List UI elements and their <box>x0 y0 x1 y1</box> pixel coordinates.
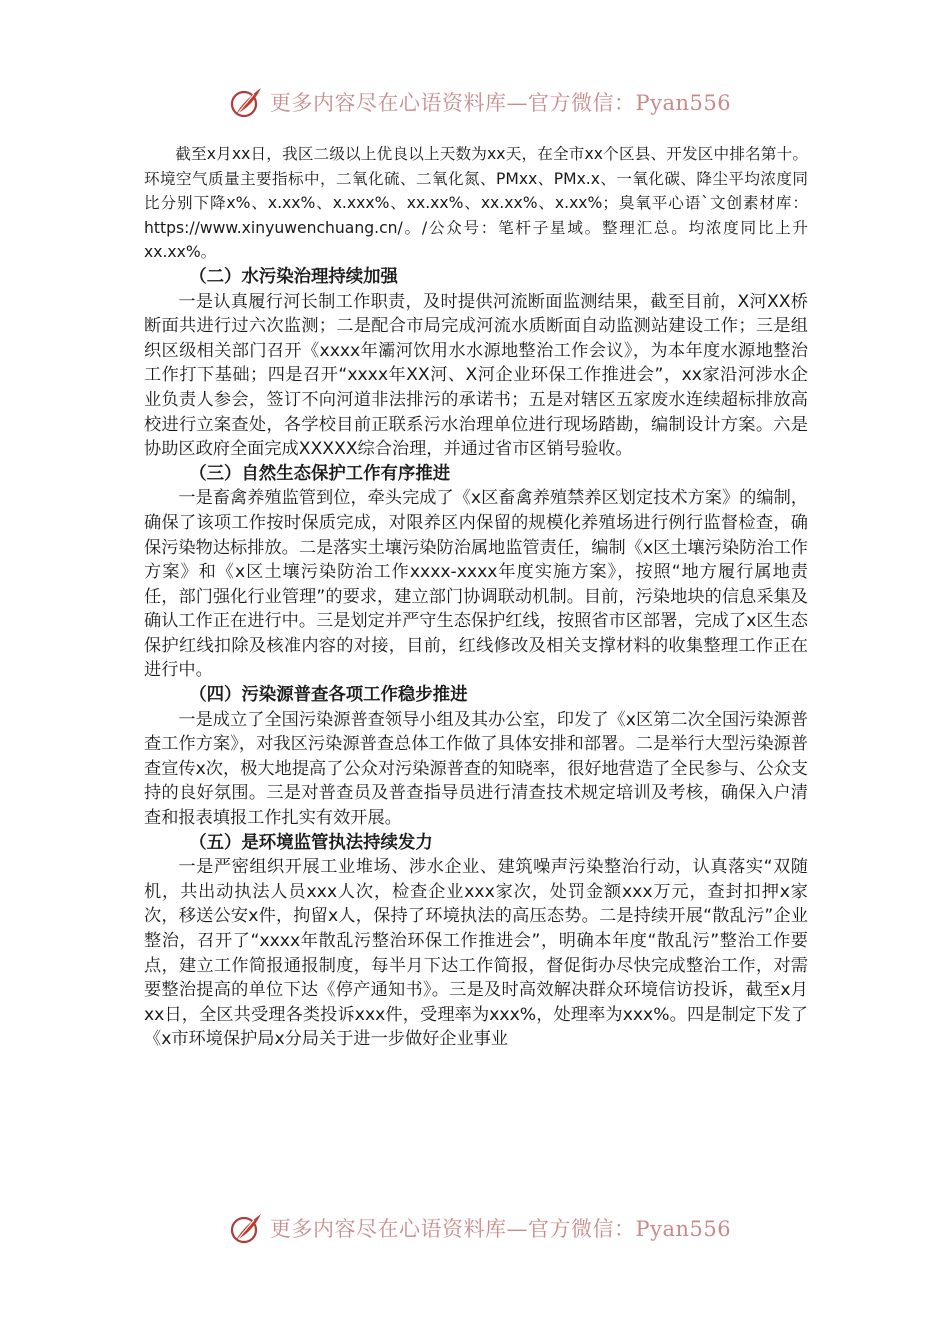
watermark-text: 更多内容尽在心语资料库—官方微信：Pyan556 <box>270 91 732 115</box>
footer-watermark-banner <box>228 1206 731 1250</box>
watermark-text: 更多内容尽在心语资料库—官方微信：Pyan556 <box>270 1217 732 1241</box>
section-heading-census: （四）污染源普查各项工作稳步推进 <box>189 685 468 706</box>
feather-pen-logo-icon <box>228 84 264 120</box>
air-quality-paragraph: 截至x月xx日，我区二级以上优良以上天数为xx天，在全市xx个区县、开发区中排名第十。环境空气质量主要指标中，二氧化硫、二氧化氮、PMxx、PMx.x、一氧化碳、降尘平均浓度同比分别下降x%、x.xx%、x.xxx%、xx.xx%、xx.xx%、x.xx%；臭氧平心语`文创素材库：https://www.xinyuwenchuang.cn/。/公众号：笔杆子星域。整理汇总。均浓度同比上升xx.xx%。 <box>144 145 808 262</box>
census-paragraph: 一是成立了全国污染源普查领导小组及其办公室，印发了《x区第二次全国污染源普查工作方案》，对我区污染源普查总体工作做了具体安排和部署。二是举行大型污染源普查宣传x次，极大地提高了公众对污染源普查的知晓率，很好地营造了全民参与、公众支持的良好氛围。三是对普查员及普查指导员进行清查技术规定培训及考核，确保入户清查和报表填报工作扎实有效开展。 <box>144 709 808 829</box>
water-pollution-paragraph: 一是认真履行河长制工作职责，及时提供河流断面监测结果，截至目前，X河XX桥断面共进行过六次监测；二是配合市局完成河流水质断面自动监测站建设工作；三是组织区级相关部门召开《xxxx年灞河饮用水水源地整治工作会议》，为本年度水源地整治工作打下基础；四是召开“xxxx年XX河、X河企业环保工作推进会”，xx家沿河涉水企业负责人参会，签订不向河道非法排污的承诺书；五是对辖区五家废水连续超标排放高校进行立案查处，各学校目前正联系污水治理单位进行现场踏勘，编制设计方案。六是协助区政府全面完成XXXXX综合治理，并通过省市区销号验收。 <box>144 291 808 460</box>
section-heading-ecology: （三）自然生态保护工作有序推进 <box>189 463 451 484</box>
feather-pen-logo-icon <box>228 1210 264 1246</box>
section-heading-water: （二）水污染治理持续加强 <box>189 266 398 287</box>
document-body <box>144 142 808 1052</box>
section-heading-enforcement: （五）是环境监管执法持续发力 <box>189 832 433 853</box>
enforcement-paragraph: 一是严密组织开展工业堆场、涉水企业、建筑噪声污染整治行动，认真落实“双随机，共出动执法人员xxx人次，检查企业xxx家次，处罚金额xxx万元，查封扣押x家次，移送公安x件，拘留x人，保持了环境执法的高压态势。二是持续开展“散乱污”企业整治，召开了“xxxx年散乱污整治环保工作推进会”，明确本年度“散乱污”整治工作要点，建立工作简报通报制度，每半月下达工作简报，督促街办尽快完成整治工作，对需要整治提高的单位下达《停产通知书》。三是及时高效解决群众环境信访投诉，截至x月xx日，全区共受理各类投诉xxx件，受理率为xxx%，处理率为xxx%。四是制定下发了《x市环境保护局x分局关于进一步做好企业事业 <box>144 857 808 1050</box>
ecology-paragraph: 一是畜禽养殖监管到位，牵头完成了《x区畜禽养殖禁养区划定技术方案》的编制，确保了该项工作按时保质完成，对限养区内保留的规模化养殖场进行例行监督检查，确保污染物达标排放。二是落实土壤污染防治属地监管责任，编制《x区土壤污染防治工作方案》和《x区土壤污染防治工作xxxx-xxxx年度实施方案》，按照“地方履行属地责任，部门强化行业管理”的要求，建立部门协调联动机制。目前，污染地块的信息采集及确认工作正在进行中。三是划定并严守生态保护红线，按照省市区部署，完成了x区生态保护红线扣除及核准内容的对接，目前，红线修改及相关支撑材料的收集整理工作正在进行中。 <box>144 488 808 681</box>
header-watermark-banner <box>228 80 731 124</box>
